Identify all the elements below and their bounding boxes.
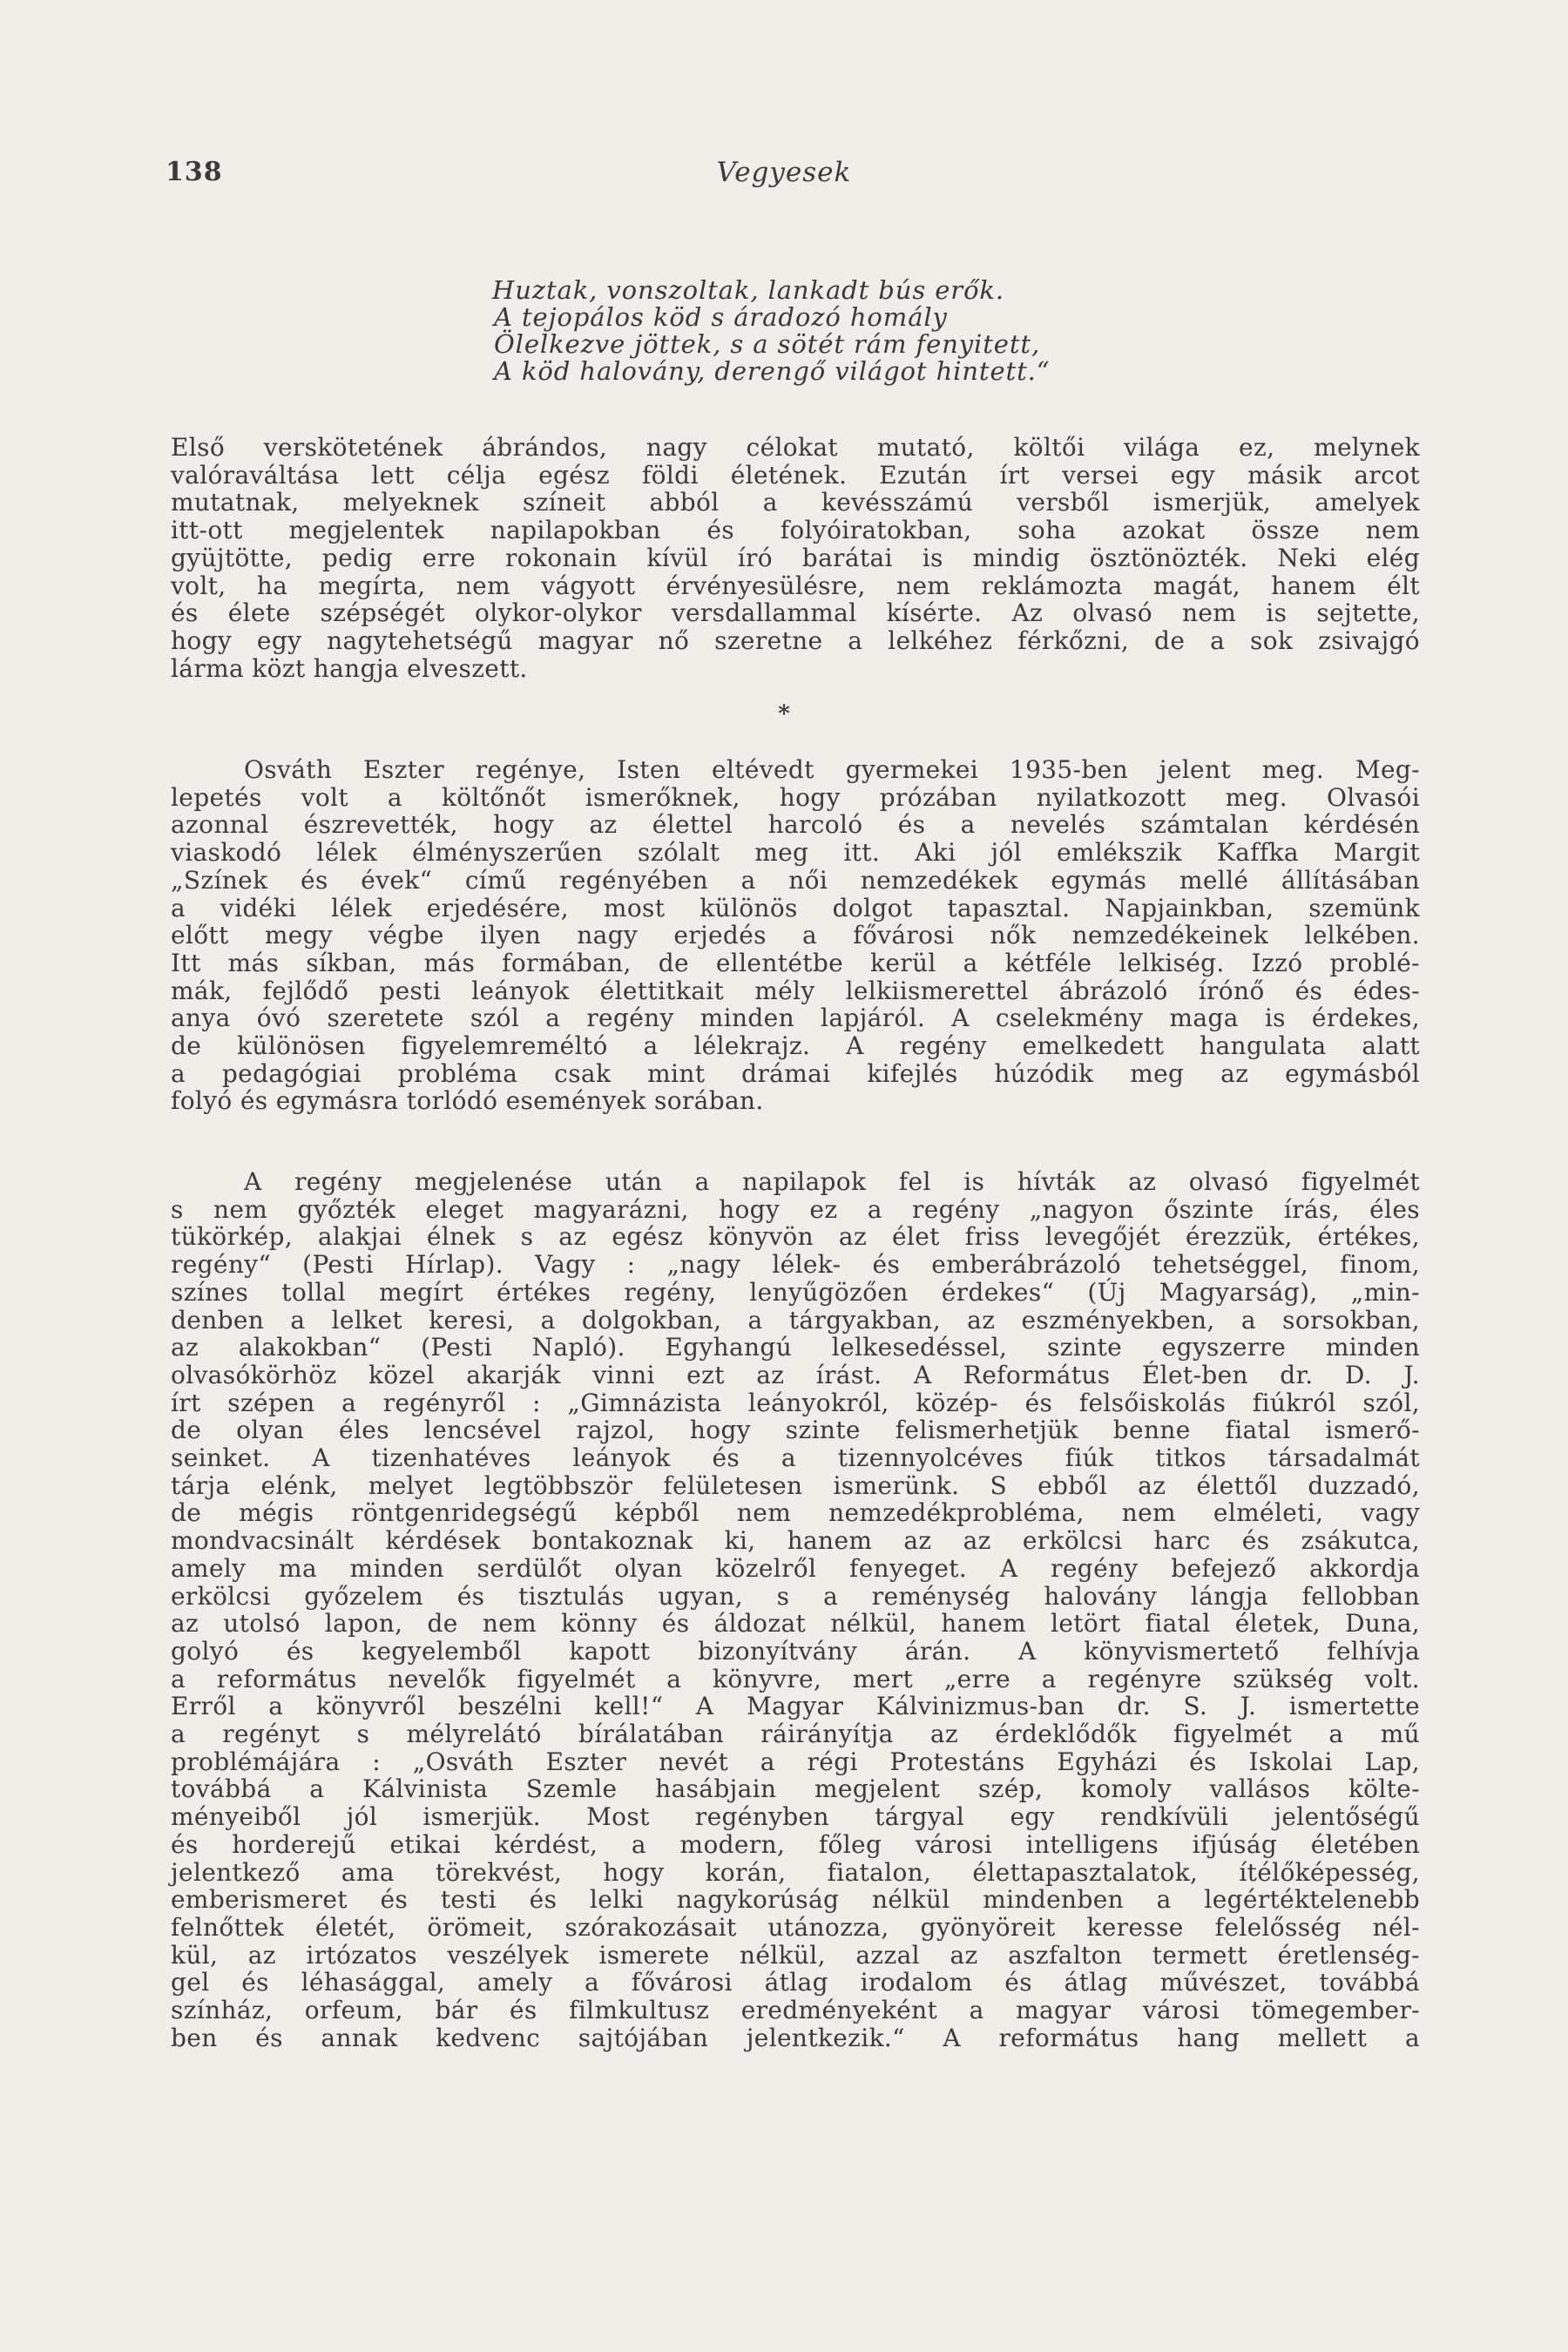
text-line: viaskodó lélek élményszerűen szólalt meg itt. Aki jól emlékszik Kaffka Margit <box>171 838 1420 868</box>
text-line: jelentkező ama törekvést, hogy korán, fiatalon, élettapasztalatok, ítélőképesség, <box>171 1857 1420 1887</box>
text-line: problémájára : „Osváth Eszter nevét a régi Protestáns Egyházi és Iskolai Lap, <box>171 1747 1420 1776</box>
paragraph <box>171 434 1420 682</box>
text-line: felnőttek életét, örömeit, szórakozásait utánozza, gyönyöreit keresse felelősség nél- <box>171 1912 1420 1942</box>
text-line: olvasókörhöz közel akarják vinni ezt az írást. A Református Élet-ben dr. D. J. <box>171 1360 1420 1389</box>
text-line: gyüjtötte, pedig erre rokonain kívül író barátai is mindig ösztönözték. Neki elég <box>171 543 1420 572</box>
text-line: továbbá a Kálvinista Szemle hasábjain megjelent szép, komoly vallásos költe- <box>171 1774 1420 1804</box>
section-title: Vegyesek <box>716 157 852 188</box>
text-line: színház, orfeum, bár és filmkultusz eredményeként a magyar városi tömegember- <box>171 1996 1420 2025</box>
text-line: erkölcsi győzelem és tisztulás ugyan, s a reménység halovány lángja fellobban <box>171 1581 1420 1611</box>
text-line: az alakokban“ (Pesti Napló). Egyhangú lelkesedéssel, szinte egyszerre minden <box>171 1333 1420 1362</box>
text-line: seinket. A tizenhatéves leányok és a tizennyolcéves fiúk titkos társadalmát <box>171 1443 1420 1473</box>
text-line: valóraváltása lett célja egész földi életének. Ezután írt versei egy másik arcot <box>171 460 1420 490</box>
text-line: mák, fejlődő pesti leányok élettitkait mély lelkiismerettel ábrázoló írónő és édes- <box>171 976 1420 1005</box>
text-line: s nem győzték eleget magyarázni, hogy ez a regény „nagyon őszinte írás, éles <box>171 1194 1420 1224</box>
text-line: volt, ha megírta, nem vágyott érvényesülésre, nem reklámozta magát, hanem élt <box>171 571 1420 600</box>
text-line: Osváth Eszter regénye, Isten eltévedt gyermekei 1935-ben jelent meg. Meg- <box>244 755 1420 784</box>
text-line: ményeiből jól ismerjük. Most regényben tárgyal egy rendkívüli jelentőségű <box>171 1802 1420 1832</box>
text-line: folyó és egymásra torlódó események sorában. <box>171 1086 764 1116</box>
text-line: mondvacsinált kérdések bontakoznak ki, hanem az az erkölcsi harc és zsákutca, <box>171 1526 1420 1556</box>
text-line: a pedagógiai probléma csak mint drámai kifejlés húzódik meg az egymásból <box>171 1058 1420 1088</box>
text-line: amely ma minden serdülőt olyan közelről fenyeget. A regény befejező akkordja <box>171 1553 1420 1583</box>
text-line: „Színek és évek“ című regényében a női nemzedékek egymás mellé állításában <box>171 865 1420 895</box>
text-line: lárma közt hangja elveszett. <box>171 653 528 683</box>
page-number: 138 <box>166 157 223 187</box>
text-line: denben a lelket keresi, a dolgokban, a tárgyakban, az eszményekben, a sorsokban, <box>171 1305 1420 1335</box>
text-line: de olyan éles lencsével rajzol, hogy szinte felismerhetjük benne fiatal ismerő- <box>171 1416 1420 1445</box>
text-line: golyó és kegyelemből kapott bizonyítvány árán. A könyvismertető felhívja <box>171 1636 1420 1666</box>
section-separator: * <box>778 701 790 727</box>
text-line: tükörkép, alakjai élnek s az egész könyvön az élet friss levegőjét érezzük, értékes, <box>171 1222 1420 1252</box>
text-line: de különösen figyelemreméltó a lélekrajz. A regény emelkedett hangulata alatt <box>171 1031 1420 1061</box>
poem-quotation <box>492 277 1154 385</box>
text-line: mutatnak, melyeknek színeit abból a kevésszámú versből ismerjük, amelyek <box>171 488 1420 517</box>
text-line: hogy egy nagytehetségű magyar nő szeretne a lelkéhez férkőzni, de a sok zsivajgó <box>171 625 1420 655</box>
poem-line: Ölelkezve jöttek, s a sötét rám fenyitett, <box>494 329 1041 359</box>
text-line: a regényt s mélyrelátó bírálatában ráirányítja az érdeklődők figyelmét a mű <box>171 1720 1420 1749</box>
paragraph <box>171 1168 1420 2052</box>
text-line: előtt megy végbe ilyen nagy erjedés a fővárosi nők nemzedékeinek lelkében. <box>171 921 1420 950</box>
running-head <box>166 157 1402 192</box>
text-line: gel és léhasággal, amely a fővárosi átlag irodalom és átlag művészet, továbbá <box>171 1968 1420 1997</box>
text-line: regény“ (Pesti Hírlap). Vagy : „nagy lélek- és emberábrázoló tehetséggel, finom, <box>171 1250 1420 1280</box>
text-line: emberismeret és testi és lelki nagykorúság nélkül mindenben a legértéktelenebb <box>171 1885 1420 1915</box>
text-line: Itt más síkban, más formában, de ellentétbe kerül a kétféle lelkiség. Izzó problé- <box>171 948 1420 977</box>
text-line: kül, az irtózatos veszélyek ismerete nélkül, azzal az aszfalton termett éretlenség- <box>171 1940 1420 1970</box>
text-line: az utolsó lapon, de nem könny és áldozat nélkül, hanem letört fiatal életek, Duna, <box>171 1609 1420 1639</box>
poem-line: Huztak, vonszoltak, lankadt bús erők. <box>492 275 1005 305</box>
text-line: tárja elénk, melyet legtöbbször felületesen ismerünk. S ebből az élettől duzzadó, <box>171 1470 1420 1500</box>
text-line: Első verskötetének ábrándos, nagy célokat mutató, költői világa ez, melynek <box>171 433 1420 462</box>
text-line: de mégis röntgenridegségű képből nem nemzedékprobléma, nem elméleti, vagy <box>171 1498 1420 1528</box>
text-line: és horderejű etikai kérdést, a modern, főleg városi intelligens ifjúság életében <box>171 1829 1420 1859</box>
poem-line: A köd halovány, derengő világot hintett.“ <box>494 356 1051 386</box>
text-line: ben és annak kedvenc sajtójában jelentkezik.“ A református hang mellett a <box>171 2023 1420 2052</box>
paragraph <box>171 756 1420 1115</box>
text-line: írt szépen a regényről : „Gimnázista leányokról, közép- és felsőiskolás fiúkról szól, <box>171 1388 1420 1417</box>
text-line: itt-ott megjelentek napilapokban és folyóiratokban, soha azokat össze nem <box>171 516 1420 545</box>
text-line: a vidéki lélek erjedésére, most különös dolgot tapasztal. Napjainkban, szemünk <box>171 893 1420 923</box>
text-line: lepetés volt a költőnőt ismerőknek, hogy prózában nyilatkozott meg. Olvasói <box>171 782 1420 812</box>
text-line: Erről a könyvről beszélni kell!“ A Magyar Kálvinizmus-ban dr. S. J. ismertette <box>171 1692 1420 1721</box>
text-line: A regény megjelenése után a napilapok fel is hívták az olvasó figyelmét <box>244 1167 1420 1196</box>
text-line: azonnal észrevették, hogy az élettel harcoló és a nevelés számtalan kérdésén <box>171 810 1420 840</box>
text-line: és élete szépségét olykor-olykor versdallammal kísérte. Az olvasó nem is sejtette, <box>171 598 1420 628</box>
text-line: a református nevelők figyelmét a könyvre, mert „erre a regényre szükség volt. <box>171 1664 1420 1693</box>
text-line: anya óvó szeretete szól a regény minden lapjáról. A cselekmény maga is érdekes, <box>171 1004 1420 1033</box>
text-line: színes tollal megírt értékes regény, lenyűgözően érdekes“ (Új Magyarság), „min- <box>171 1277 1420 1307</box>
poem-line: A tejopálos köd s áradozó homály <box>494 302 948 332</box>
